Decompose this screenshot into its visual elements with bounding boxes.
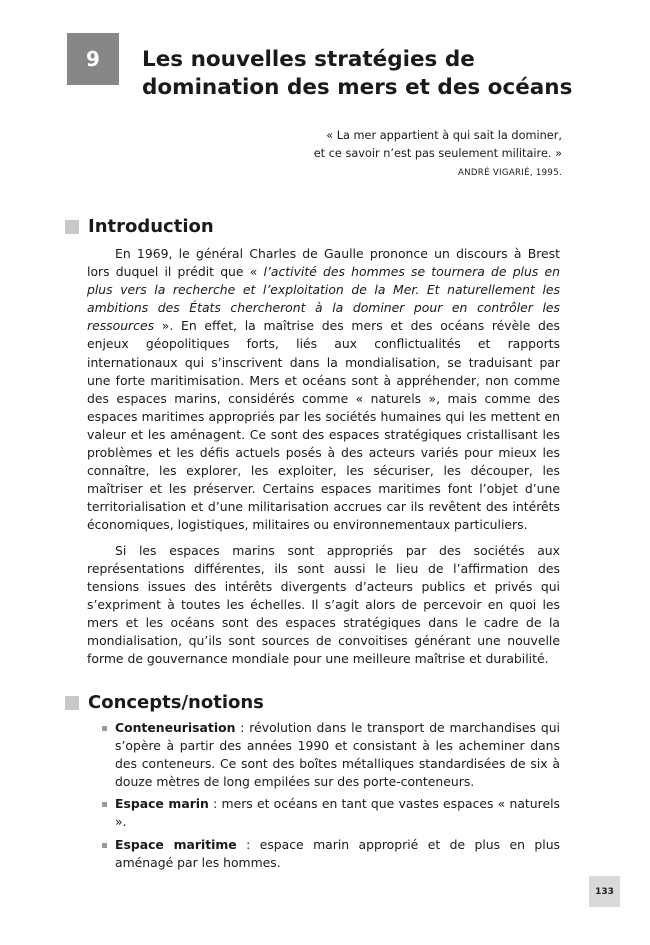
concept-definition: : révolution dans le transport de marchandises qui s’opère à partir des années 1990 et consistant à les acheminer dans des conteneurs. Ce sont des boîtes métalliques standardisées de six à douze mètres de long empilées sur des porte-conteneurs. [115,720,560,790]
concept-term: Espace marin [115,796,209,812]
concepts-title: Concepts/notions [88,692,264,713]
concept-term: Espace maritime [115,836,237,852]
bullet-icon [102,726,107,731]
chapter-title: Les nouvelles stratégies de domination des mers et des océans [142,47,573,100]
chapter-number-box [67,33,119,85]
concept-definition: : mers et océans en tant que vastes espaces « naturels ». [115,796,560,830]
bullet-icon [102,802,107,807]
list-item [102,719,560,791]
list-item [102,795,560,831]
section-marker-icon [65,220,79,234]
p1-end: ». En effet, la maîtrise des mers et des océans révèle des enjeux géopolitiques forts, liés aux conflictualités et rapports internationaux qui s’inscrivent dans la mondialisation, se traduisant par une forte maritimisation. Mers et océans sont à appréhender, non comme des espaces marins, considérés comme « naturels », mais comme des espaces maritimes appropriés par les sociétés humaines qui les mettent en valeur et les aménagent. Ce sont des espaces stratégiques cristallisant les problèmes et les défis actuels posés à des acteurs variés pour mieux les connaître, les explorer, les exploiter, les sécuriser, les découper, les maîtriser et les préserver. Certains espaces maritimes font l’objet d’une territorialisation et d’une militarisation accrues car ils revêtent des intérêts économiques, logistiques, militaires ou environnementaux particuliers. [87,318,560,533]
page-number: 133 [589,876,620,907]
concept-term: Conteneurisation [115,720,236,735]
epigraph-author: ANDRÉ VIGARIÉ, 1995. [457,168,562,178]
introduction-title: Introduction [88,216,214,237]
chapter-number: 9 [86,47,100,71]
introduction-heading [65,216,214,237]
list-item [102,836,560,872]
concept-definition: : espace marin approprié et de plus en plus aménagé par les hommes. [115,836,560,870]
introduction-body [87,245,560,668]
epigraph-line-1: « La mer appartient à qui sait la dominer, [326,129,562,142]
concepts-heading [65,692,264,713]
concepts-list [102,719,560,876]
de-gaulle-quote: l’activité des hommes se tournera de plus en plus vers la recherche et l’exploitation de la Mer. Et naturellement les ambitions des États chercheront à la dominer pour en contrôler les ressources [87,264,560,334]
introduction-paragraph-2: Si les espaces marins sont appropriés par des sociétés aux représentations différentes, ils sont aussi le lieu de l’affirmation des tensions issues des intérêts divergents d’acteurs publics et privés qui s’expriment à toutes les échelles. Il s’agit alors de percevoir en quoi les mers et les océans sont des espaces stratégiques dans le cadre de la mondialisation, qu’ils sont sources de convoitises générant une nouvelle forme de gouvernance mondiale pour une meilleure maîtrise et durabilité. [87,542,560,667]
section-marker-icon [65,696,79,710]
p1-start: En 1969, le général Charles de Gaulle prononce un discours à Brest lors duquel il prédit que « [87,246,560,280]
bullet-icon [102,843,107,848]
epigraph [314,127,562,182]
introduction-paragraph-1 [87,245,560,535]
epigraph-line-2: et ce savoir n’est pas seulement militaire. » [313,147,562,160]
